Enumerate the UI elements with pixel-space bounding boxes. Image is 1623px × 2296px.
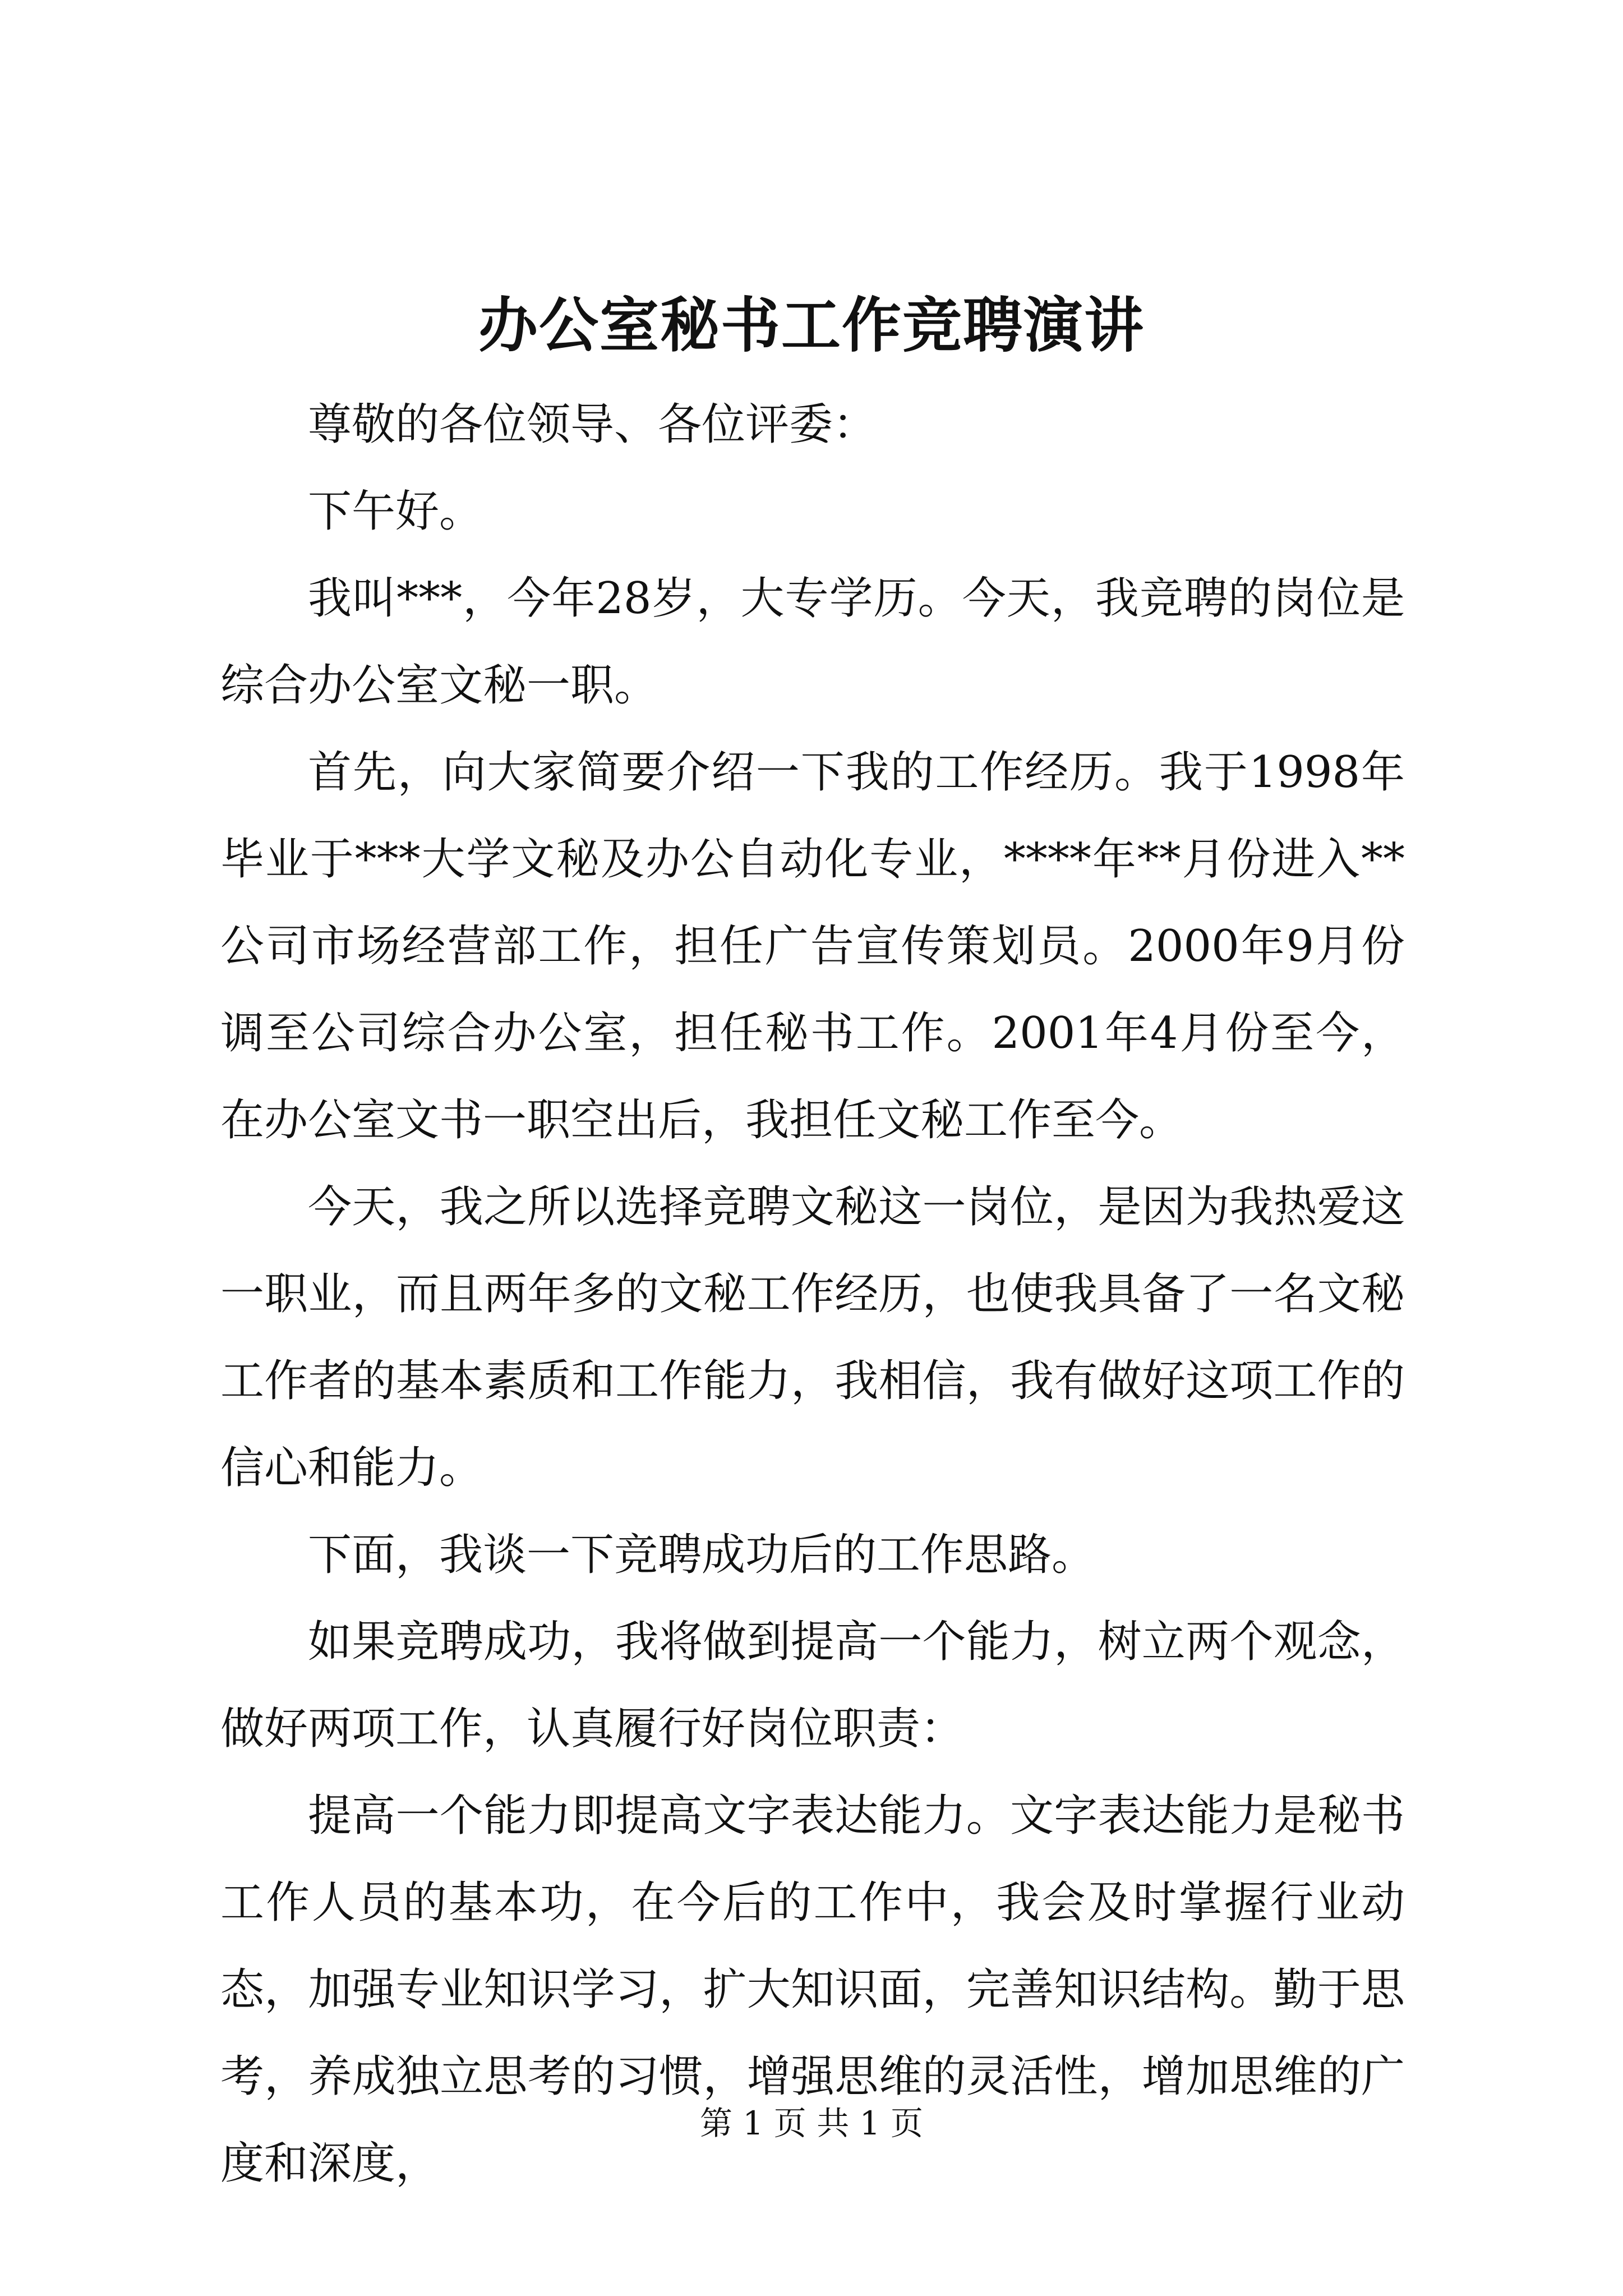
paragraph-writing-ability: 提高一个能力即提高文字表达能力。文字表达能力是秘书工作人员的基本功，在今后的工作中，我会及时掌握行业动态，加强专业知识学习，扩大知识面，完善知识结构。勤于思考，养成独立思考的习惯，增强思维的灵活性，增加思维的广度和深度，	[220, 1791, 1405, 2189]
document-body	[220, 381, 1405, 2207]
paragraph-plan-intro: 下面，我谈一下竞聘成功后的工作思路。	[308, 1530, 1096, 1580]
page-footer	[0, 2101, 1623, 2146]
paragraph-greeting: 下午好。	[308, 486, 483, 537]
paragraph-introduction: 我叫***，今年28岁，大专学历。今天，我竞聘的岗位是综合办公室文秘一职。	[220, 573, 1405, 711]
paragraph-work-history: 首先，向大家简要介绍一下我的工作经历。我于1998年毕业于***大学文秘及办公自动化专业，****年**月份进入**公司市场经营部工作，担任广告宣传策划员。2000年9月份调至公司综合办公室，担任秘书工作。2001年4月份至今，在办公室文书一职空出后，我担任文秘工作至今。	[220, 747, 1405, 1145]
paragraph-motivation: 今天，我之所以选择竞聘文秘这一岗位，是因为我热爱这一职业，而且两年多的文秘工作经历，也使我具备了一名文秘工作者的基本素质和工作能力，我相信，我有做好这项工作的信心和能力。	[220, 1182, 1405, 1493]
document-title: 办公室秘书工作竞聘演讲	[478, 290, 1145, 360]
page-number-label: 第 1 页 共 1 页	[700, 2104, 923, 2142]
paragraph-salutation: 尊敬的各位领导、各位评委：	[308, 399, 877, 450]
paragraph-commitments: 如果竞聘成功，我将做到提高一个能力，树立两个观念，做好两项工作，认真履行好岗位职责：	[220, 1617, 1405, 1754]
